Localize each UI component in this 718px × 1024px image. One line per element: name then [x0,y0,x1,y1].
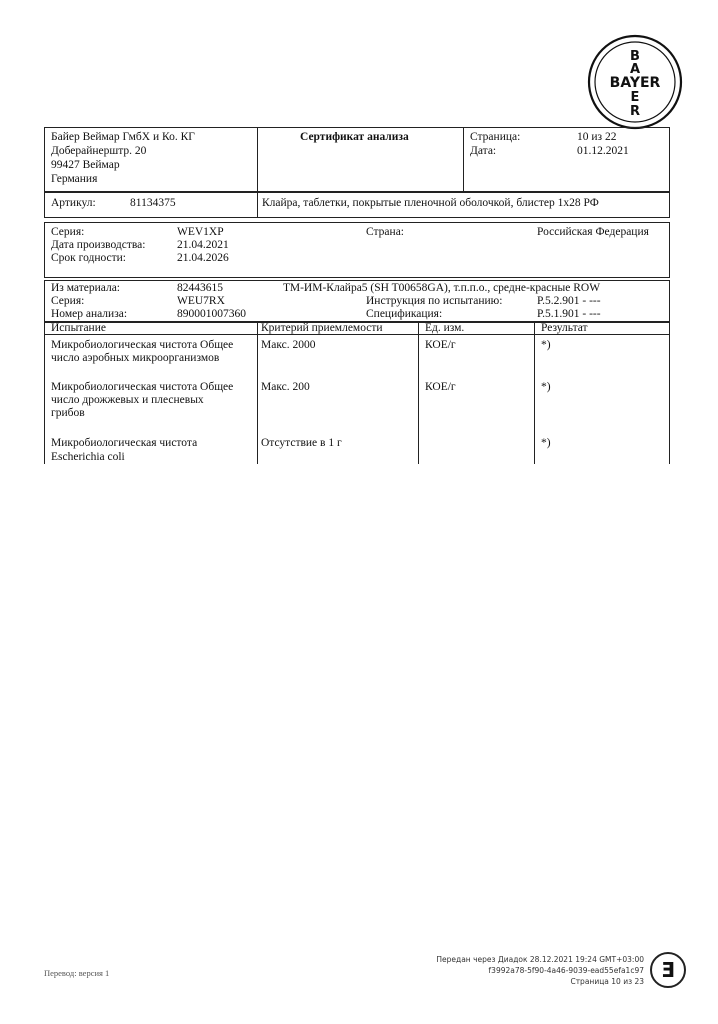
translation-version: Перевод: версия 1 [44,968,110,978]
logo-word: BAYER [609,75,661,91]
analysis-number-value: 890001007360 [177,308,246,320]
row-1-test-line-1: Микробиологическая чистота Общее [51,339,234,351]
row-1-test-line-2: число аэробных микроорганизмов [51,352,220,364]
row-2-criterion: Макс. 200 [261,381,310,393]
prod-date-label: Дата производства: [51,239,146,251]
date-label: Дата: [470,145,497,157]
article-description: Клайра, таблетки, покрытые пленочной оболочкой, блистер 1х28 РФ [262,197,599,209]
company-line-3: 99427 Веймар [51,159,120,171]
diadoc-logo-icon [650,952,686,988]
row-1-criterion: Макс. 2000 [261,339,316,351]
table-header-result: Результат [541,322,588,334]
row-3-criterion: Отсутствие в 1 г [261,437,342,449]
document-title: Сертификат анализа [300,131,409,143]
bayer-logo [587,34,683,130]
from-material-label: Из материала: [51,282,121,294]
spec-label: Спецификация: [366,308,443,320]
row-3-test-line-1: Микробиологическая чистота [51,437,198,449]
from-material-value: 82443615 [177,282,223,294]
table-header-criterion: Критерий приемлемости [261,322,383,334]
page-label: Страница: [470,131,521,143]
row-3-result: *) [541,437,551,449]
company-line-1: Байер Веймар ГмбХ и Ко. КГ [51,131,195,143]
prod-date-value: 21.04.2021 [177,239,229,251]
diadoc-guid: f3992a78-5f90-4a46-9039-ead55efa1c97 [488,966,644,975]
expiry-label: Срок годности: [51,252,127,264]
expiry-value: 21.04.2026 [177,252,229,264]
analysis-number-label: Номер анализа: [51,308,128,320]
table-header-test: Испытание [51,322,106,334]
diadoc-glyph: Ǝ [661,958,675,982]
article-value: 81134375 [130,197,176,209]
company-line-2: Доберайнерштр. 20 [51,145,147,157]
svg-text:A: A [629,62,641,77]
logo-letter-r-bottom: R [629,104,641,119]
series-label: Серия: [51,226,85,238]
instruction-label: Инструкция по испытанию: [366,295,503,307]
spec-value: P.5.1.901 - --- [537,308,601,320]
table-header-unit: Ед. изм. [425,322,465,334]
series-value: WEV1XP [177,226,224,238]
row-2-result: *) [541,381,551,393]
page-value: 10 из 22 [577,131,617,143]
row-2-unit: КОЕ/г [425,381,456,393]
row-2-test-line-3: грибов [51,407,85,419]
row-1-result: *) [541,339,551,351]
row-3-test-line-2: Escherichia coli [51,451,125,463]
diadoc-page: Страница 10 из 23 [570,977,644,986]
logo-letter-b-top: B [630,49,640,64]
material-series-label: Серия: [51,295,85,307]
country-label: Страна: [366,226,404,238]
material-series-value: WEU7RX [177,295,225,307]
from-material-desc: ТМ-ИМ-Клайра5 (SH T00658GA), т.п.п.о., средне-красные ROW [283,282,601,294]
instruction-value: P.5.2.901 - --- [537,295,601,307]
country-value: Российская Федерация [537,226,649,238]
diadoc-transfer-line: Передан через Диадок 28.12.2021 19:24 GMT+03:00 [436,955,644,964]
article-label: Артикул: [51,197,96,209]
row-2-test-line-2: число дрожжевых и плесневых [51,394,204,406]
row-1-unit: КОЕ/г [425,339,456,351]
row-2-test-line-1: Микробиологическая чистота Общее [51,381,234,393]
company-line-4: Германия [51,173,98,185]
svg-text:E: E [630,90,640,105]
date-value: 01.12.2021 [577,145,629,157]
